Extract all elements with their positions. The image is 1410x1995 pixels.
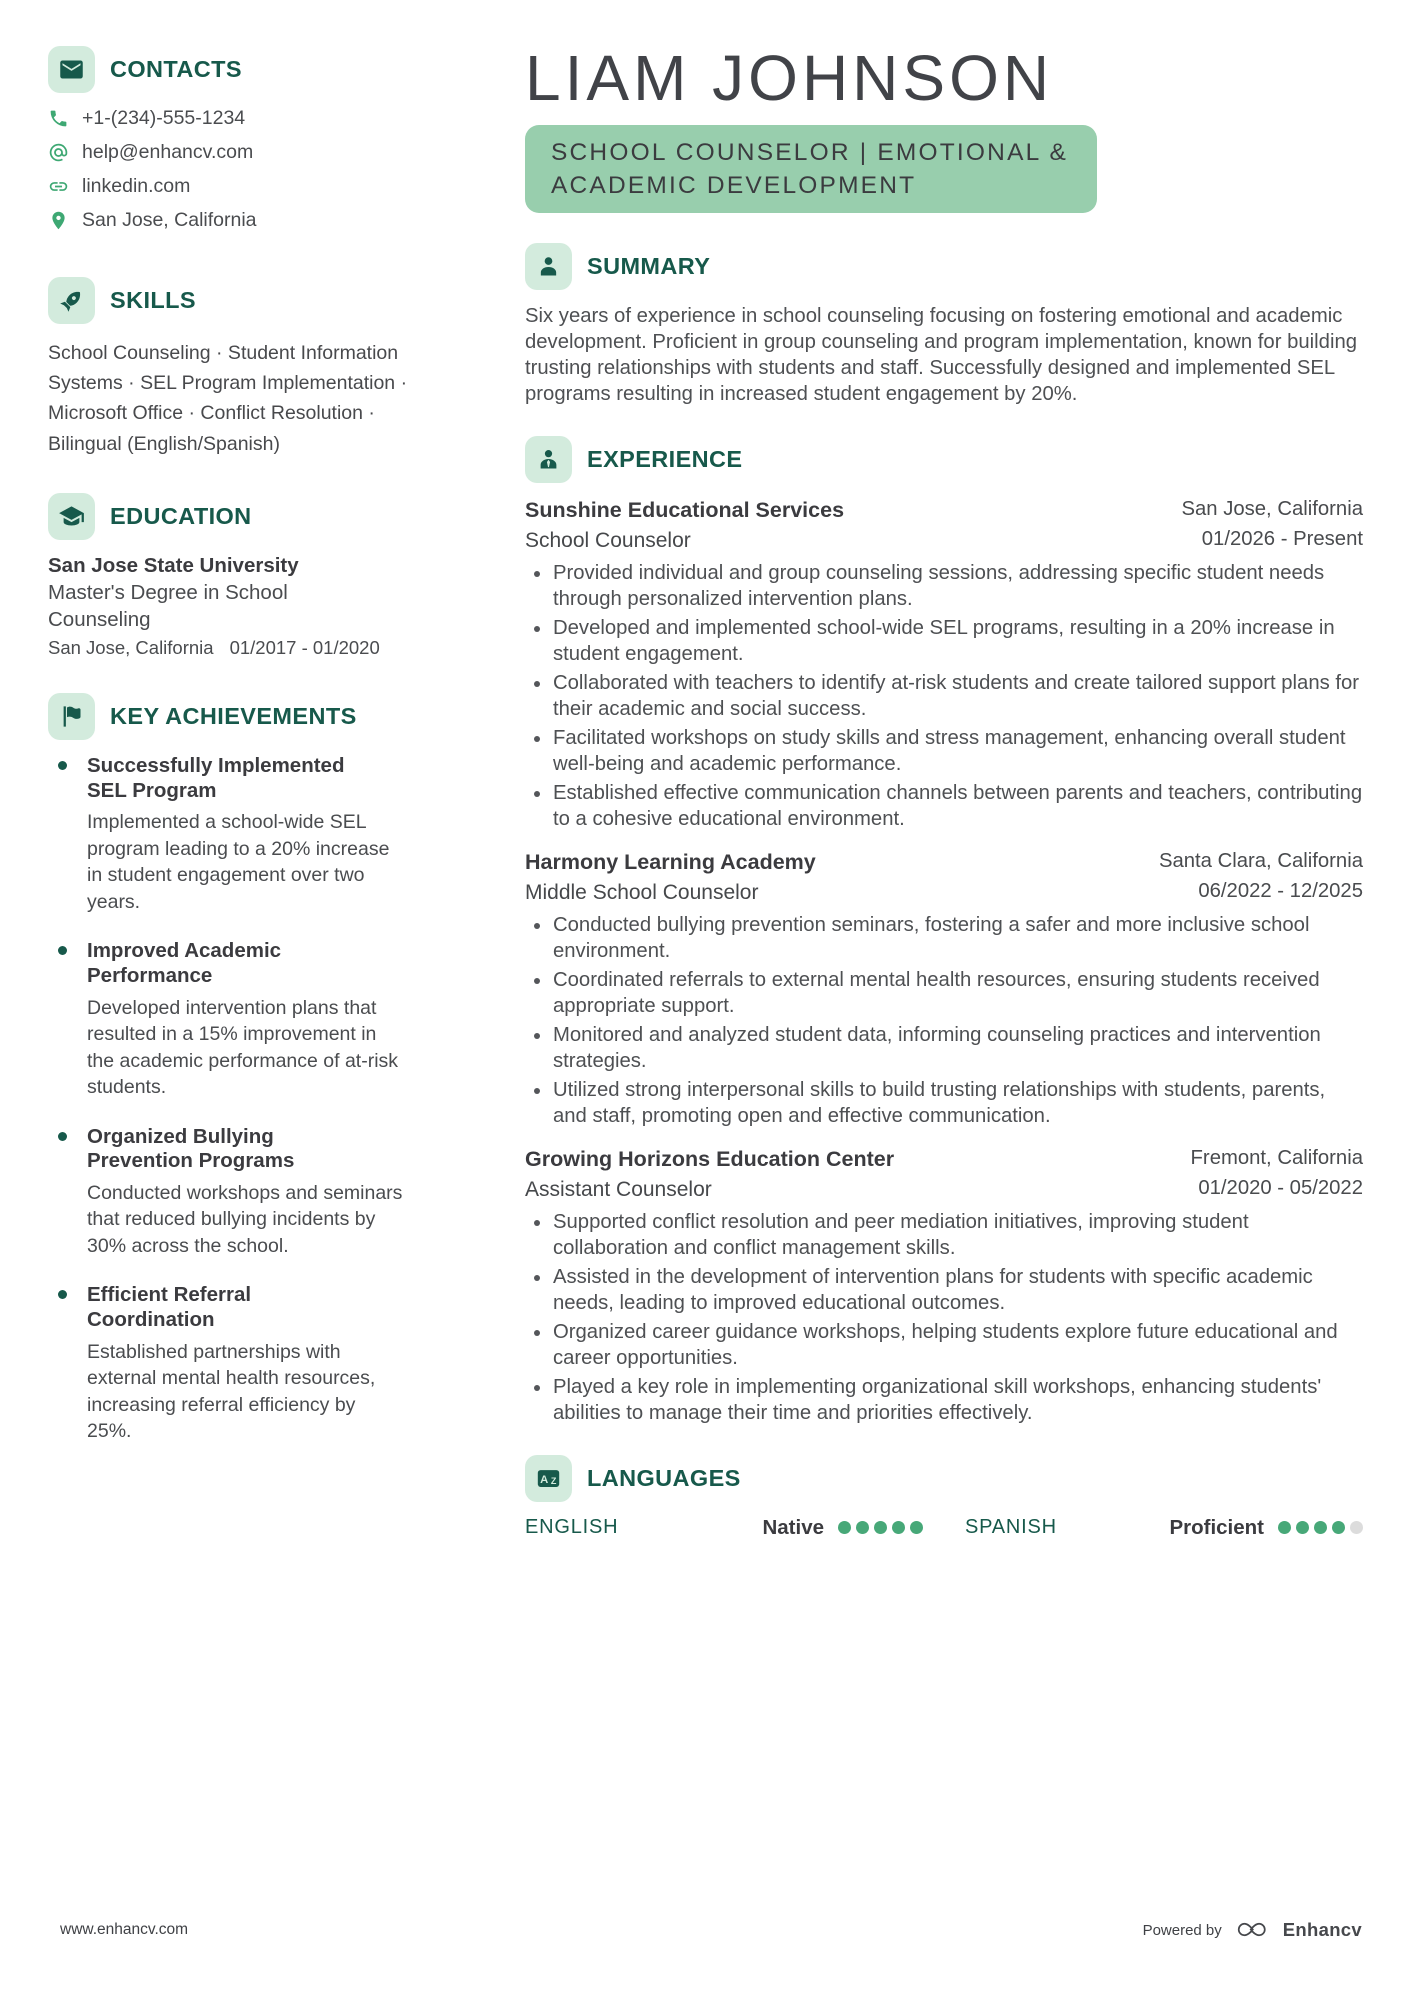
person-name: LIAM JOHNSON [525,42,1054,114]
languages-list [525,1516,1363,1540]
language-item [965,1516,1363,1540]
job-bullet: Developed and implemented school-wide SEL programs, resulting in a 20% increase in student engagement. [525,616,1363,668]
achievements-list [48,754,433,1444]
level-dot [1296,1521,1309,1534]
education-title: EDUCATION [110,502,252,529]
contact-text: +1-(234)-555-1234 [82,107,246,129]
achievements-section-header [48,693,433,740]
job-role: School Counselor [525,529,691,553]
achievement-title: Successfully Implemented SEL Program [87,754,345,802]
language-level: Native [762,1515,824,1539]
job-bullet: Supported conflict resolution and peer mediation initiatives, improving student collaboration and conflict management skills. [525,1210,1363,1262]
summary-text: Six years of experience in school counseling focusing on fostering emotional and academic development. Proficient in group counseling and program implementation, known for building trusting relationships with students and staff. Successfully designed and implemented SEL programs resulting in increased student engagement by 20%. [525,305,1358,406]
level-dot [874,1521,887,1534]
powered-by-label: Powered by [1142,1921,1222,1939]
person-icon [525,243,572,290]
contact-text: linkedin.com [82,175,191,197]
infinity-logo-icon [1233,1917,1275,1943]
sidebar [48,46,433,1949]
job-bullet: Conducted bullying prevention seminars, fostering a safer and more inclusive school environment. [525,913,1363,965]
job-dates: 01/2026 - Present [1201,528,1363,551]
job-location: Santa Clara, California [1158,850,1363,873]
job-dates: 01/2020 - 05/2022 [1198,1176,1363,1199]
job-role: Assistant Counselor [525,1177,712,1201]
achievement-text: Conducted workshops and seminars that reduced bullying incidents by 30% across the school. [87,1181,403,1257]
person-tie-icon [525,436,572,483]
level-dot [838,1521,851,1534]
level-dot [1332,1521,1345,1534]
job-role: Middle School Counselor [525,880,759,904]
achievement-text: Implemented a school-wide SEL program leading to a 20% increase in student engagement over two years. [87,811,390,913]
job-bullet: Provided individual and group counseling sessions, addressing specific student needs through personalized intervention plans. [525,561,1363,613]
job-company: Sunshine Educational Services [525,498,845,523]
achievement-item [48,939,433,1100]
language-name: ENGLISH [525,1516,619,1539]
job-title-band: SCHOOL COUNSELOR | EMOTIONAL & ACADEMIC DEVELOPMENT [525,125,1097,213]
level-dot [1314,1521,1327,1534]
job-bullet: Collaborated with teachers to identify at-risk students and create tailored support plans for their academic and social success. [525,671,1363,723]
footer [60,1917,1362,1943]
education-section-header [48,493,433,540]
level-dot [892,1521,905,1534]
contact-item[interactable] [48,141,433,164]
graduation-cap-icon [48,493,95,540]
skills-title: SKILLS [110,287,196,313]
languages-section-header [525,1455,1363,1502]
achievement-title: Efficient Referral Coordination [87,1283,252,1331]
experience-entry [525,1146,1363,1427]
skills-section-header [48,277,433,324]
job-bullet: Coordinated referrals to external mental health resources, ensuring students received appropriate support. [525,968,1363,1020]
language-level: Proficient [1169,1515,1264,1539]
contact-item[interactable] [48,175,433,198]
footer-site-link[interactable]: www.enhancv.com [60,1921,189,1938]
contact-text: San Jose, California [82,209,257,231]
at-icon [48,142,69,163]
contact-item[interactable] [48,107,433,130]
experience-title: EXPERIENCE [587,446,743,473]
contacts-title: CONTACTS [110,56,243,82]
achievement-title: Improved Academic Performance [87,939,282,987]
experience-section-header [525,436,1363,483]
experience-entry [525,849,1363,1130]
level-dot [856,1521,869,1534]
language-level-dots [1278,1521,1363,1534]
job-bullet: Facilitated workshops on study skills and stress management, enhancing overall student well-being and academic performance. [525,726,1363,778]
job-bullet-list [525,913,1363,1130]
job-bullet: Assisted in the development of intervention plans for students with specific academic needs, leading to improved educational outcomes. [525,1265,1363,1317]
level-dot [1350,1521,1363,1534]
job-bullet: Monitored and analyzed student data, informing counseling practices and intervention strategies. [525,1023,1363,1075]
job-bullet-list [525,561,1363,833]
svg-text:Z: Z [550,1475,557,1486]
achievement-title: Organized Bullying Prevention Programs [87,1124,295,1173]
job-dates: 06/2022 - 12/2025 [1198,879,1363,902]
svg-text:A: A [540,1473,549,1486]
job-bullet: Played a key role in implementing organizational skill workshops, enhancing students' abilities to manage their time and priorities effectively. [525,1375,1363,1427]
location-icon [48,210,69,231]
translate-icon [525,1455,572,1502]
skills-list-text: School Counseling · Student Information Systems · SEL Program Implementation · Microsoft Office · Conflict Resolution · Bilingual (English/Spanish) [48,342,408,455]
mail-icon [48,46,95,93]
experience-list [525,497,1363,1427]
language-item [525,1516,923,1540]
job-location: San Jose, California [1181,498,1363,521]
contact-item[interactable] [48,209,433,232]
language-name: SPANISH [965,1516,1057,1539]
level-dot [910,1521,923,1534]
job-bullet: Organized career guidance workshops, helping students explore future educational and career opportunities. [525,1320,1363,1372]
education-degree: Master's Degree in School Counseling [48,580,288,631]
level-dot [1278,1521,1291,1534]
summary-section-header [525,243,1363,290]
phone-icon [48,108,69,129]
education-school: San Jose State University [48,553,299,577]
achievement-item [48,754,433,915]
summary-title: SUMMARY [587,253,711,280]
contact-list [48,107,433,232]
education-dates: 01/2017 - 01/2020 [229,637,380,659]
achievement-text: Established partnerships with external mental health resources, increasing referral efficiency by 25%. [87,1340,376,1443]
achievement-text: Developed intervention plans that resulted in a 15% improvement in the academic performance of at-risk students. [87,996,399,1099]
achievements-title: KEY ACHIEVEMENTS [110,703,357,730]
education-location: San Jose, California [48,637,214,659]
flag-icon [48,693,95,740]
contact-text: help@enhancv.com [82,141,254,163]
job-bullet: Established effective communication channels between parents and teachers, contributing to a cohesive educational environment. [525,781,1363,833]
experience-entry [525,497,1363,833]
link-icon [48,176,69,197]
achievement-item [48,1125,433,1260]
contacts-section-header [48,46,433,93]
education-meta [48,637,433,659]
achievement-item [48,1283,433,1444]
enhancv-logo-text: Enhancv [1282,1919,1362,1940]
enhancv-logo[interactable] [1233,1917,1362,1943]
job-bullet: Utilized strong interpersonal skills to build trusting relationships with students, parents, and staff, promoting open and effective communication. [525,1078,1363,1130]
main-column [525,42,1363,1949]
rocket-icon [48,277,95,324]
language-level-dots [838,1521,923,1534]
job-bullet-list [525,1210,1363,1427]
job-company: Growing Horizons Education Center [525,1146,895,1171]
languages-title: LANGUAGES [587,1464,741,1491]
job-location: Fremont, California [1190,1146,1363,1169]
job-company: Harmony Learning Academy [525,850,816,875]
